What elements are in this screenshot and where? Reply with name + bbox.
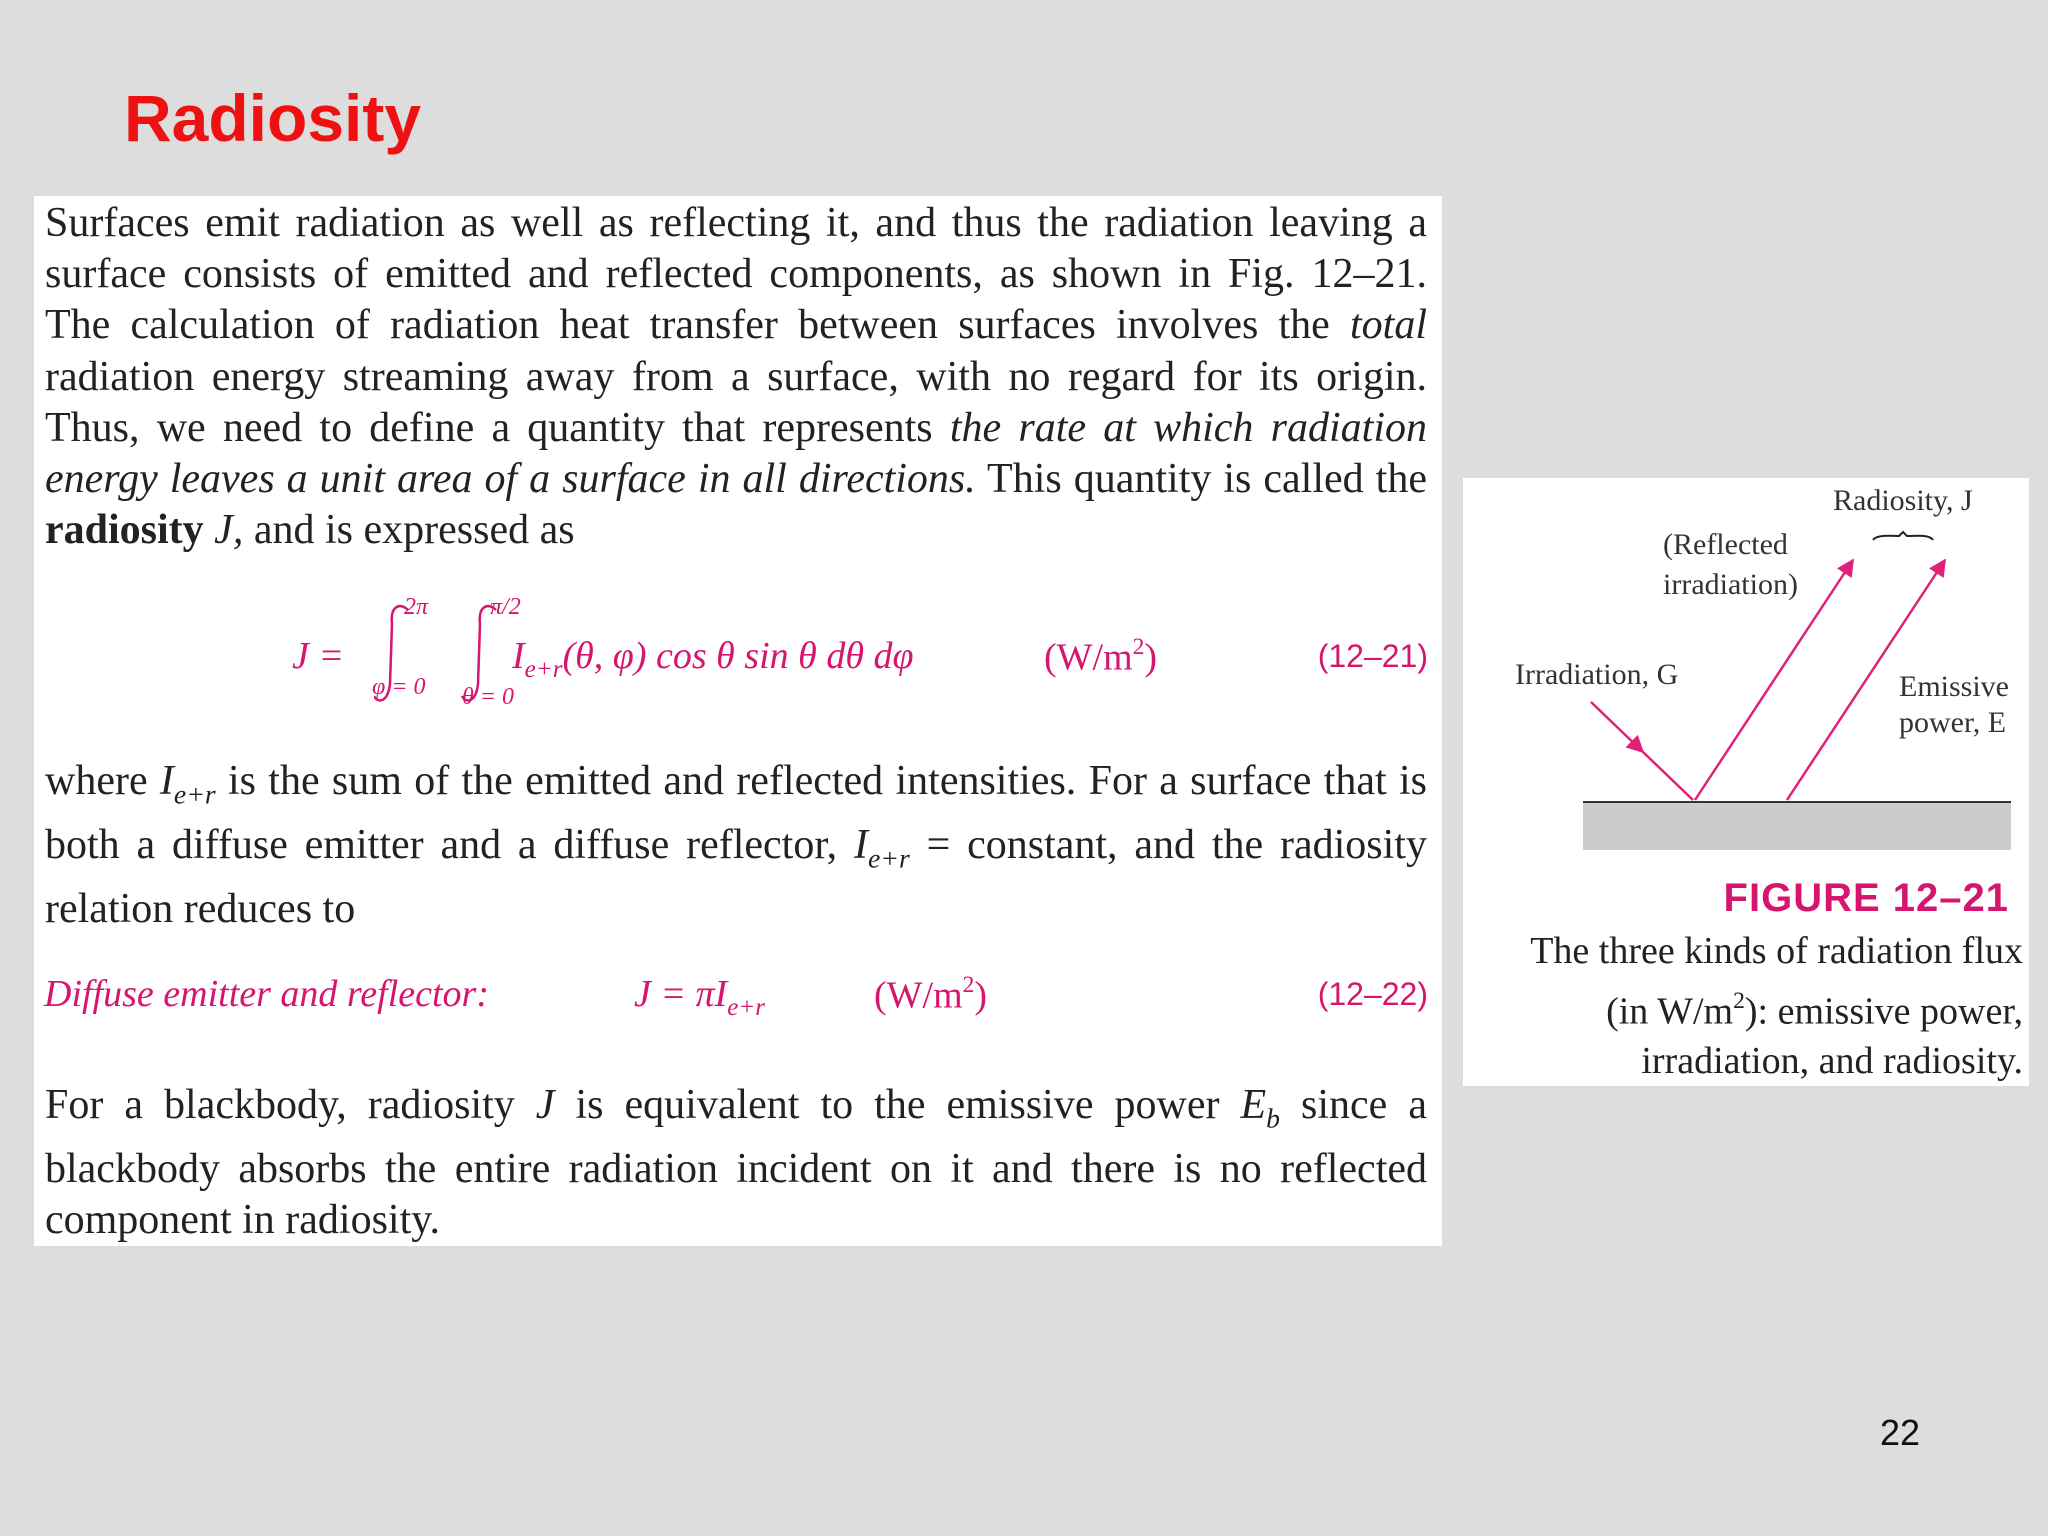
- textbook-excerpt: [34, 196, 1442, 1246]
- term-radiosity: radiosity: [45, 507, 204, 554]
- label-irradiation: Irradiation, G: [1515, 658, 1679, 691]
- eq1-upper-inner: π/2: [490, 594, 521, 620]
- para2-sub-2: e+r: [867, 842, 910, 874]
- eq2-units: [874, 972, 987, 1017]
- eq2-label: Diffuse emitter and reflector:: [44, 973, 489, 1015]
- para1-emphasis-rate: the rate at which radiation energy leaves a unit area of a surface in all directions.: [45, 404, 1427, 503]
- eq1-lower-outer: φ = 0: [372, 674, 426, 700]
- eq2-number: (12–22): [1317, 976, 1428, 1012]
- para2-sub: e+r: [173, 778, 216, 810]
- caption-line-2-exp: 2: [1733, 988, 1745, 1014]
- radiosity-brace: [1873, 532, 1933, 540]
- para3-text-3: since a blackbody absorbs the entire radiation incident on it and there is no reflected component in radiosity.: [45, 1082, 1427, 1244]
- eq1-upper-outer: 2π: [404, 594, 429, 620]
- caption-line-1: The three kinds of radiation flux: [1530, 930, 2023, 972]
- eq2-units-post: ): [974, 974, 988, 1017]
- para3-sub-b: b: [1266, 1102, 1280, 1134]
- irradiation-arrow: [1591, 702, 1643, 752]
- para3-E: E: [1240, 1082, 1267, 1128]
- eq1-I: I: [512, 635, 525, 677]
- para3-J: J: [535, 1082, 555, 1128]
- eq1-lhs: J =: [292, 635, 345, 677]
- paragraph-diffuse: [45, 756, 1427, 935]
- figure-caption: [1467, 926, 2023, 1086]
- label-emissive-2: power, E: [1899, 706, 2007, 739]
- eq1-units-exp: 2: [1132, 634, 1145, 660]
- eq1-integrand: [512, 634, 914, 684]
- para1-text-3: This quantity is called the: [975, 456, 1427, 503]
- eq2-units-pre: (W/m: [874, 974, 963, 1017]
- caption-line-2-pre: (in W/m: [1606, 990, 1734, 1033]
- para2-I-2: I: [853, 821, 868, 868]
- para1-text: Surfaces emit radiation as well as reflecting it, and thus the radiation leaving a surface consists of emitted and reflected components, as shown in Fig. 12–21. The calculation of radiation heat transfer between surfaces involves the: [45, 200, 1427, 349]
- para2-text-3: = constant, and the radiosity relation reduces to: [45, 821, 1427, 932]
- eq2-units-exp: 2: [962, 972, 975, 998]
- para1-text-2: radiation energy streaming away from a surface, with no regard for its origin. Thus, we need to define a quantity that represents: [45, 353, 1427, 451]
- para2-text-2: is the sum of the emitted and reflected intensities. For a surface that is both a diffuse emitter and a diffuse reflector,: [45, 758, 1427, 868]
- eq1-number: (12–21): [1317, 638, 1428, 674]
- eq2-expr-text: J = πI: [634, 973, 728, 1015]
- symbol-J: J,: [203, 507, 244, 554]
- caption-line-2-post: ): emissive power,: [1744, 990, 2023, 1033]
- paragraph-intro: [45, 198, 1427, 556]
- caption-line-3: irradiation, and radiosity.: [1641, 1040, 2023, 1083]
- eq1-units: [1044, 634, 1157, 679]
- irradiation-ray: [1643, 752, 1693, 800]
- eq1-integrand-text: (θ, φ) cos θ sin θ dθ dφ: [562, 635, 914, 677]
- surface-block: [1583, 802, 2011, 850]
- page-number: 22: [1880, 1412, 1921, 1453]
- eq1-sub: e+r: [524, 655, 563, 683]
- label-emissive-1: Emissive: [1899, 670, 2009, 703]
- eq1-units-pre: (W/m: [1044, 636, 1133, 679]
- paragraph-blackbody: [45, 1080, 1427, 1246]
- eq2-sub: e+r: [727, 993, 766, 1021]
- label-radiosity: Radiosity, J: [1833, 484, 1973, 517]
- figure-12-21: [1463, 478, 2029, 1086]
- para1-emphasis-total: total: [1349, 302, 1427, 349]
- eq1-lower-inner: θ = 0: [462, 684, 514, 710]
- para3-text: For a blackbody, radiosity: [45, 1082, 536, 1128]
- label-reflected-2: irradiation): [1663, 568, 1798, 601]
- eq1-units-post: ): [1144, 636, 1158, 679]
- label-reflected-1: (Reflected: [1663, 528, 1788, 561]
- para2-I: I: [159, 758, 174, 804]
- para3-text-2: is equivalent to the emissive power: [554, 1082, 1241, 1128]
- figure-label: FIGURE 12–21: [1723, 876, 2009, 920]
- eq2-expr: [634, 972, 765, 1022]
- para1-text-4: and is expressed as: [243, 507, 575, 554]
- para2-text: where: [45, 758, 160, 804]
- slide-title: Radiosity: [124, 81, 422, 155]
